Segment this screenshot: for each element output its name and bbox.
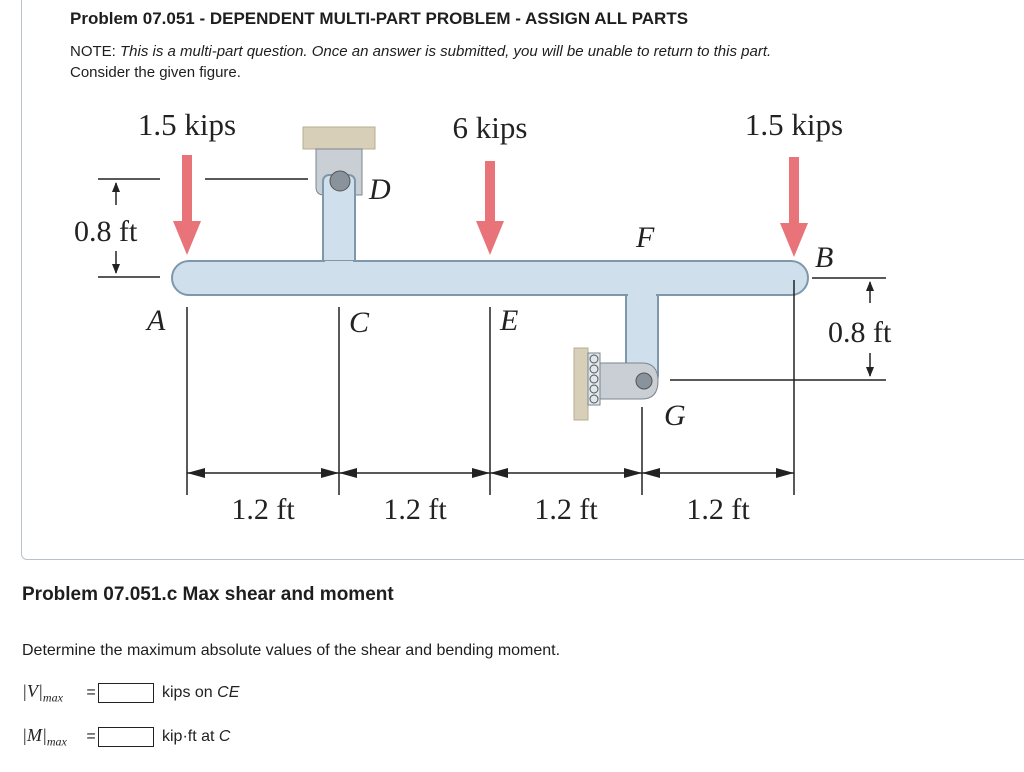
shear-symbol	[22, 681, 84, 706]
note-text: This is a multi-part question. Once an answer is submitted, you will be unable to return to this part.	[120, 43, 772, 60]
shear-unit-prefix: kips on	[162, 684, 218, 701]
shear-unit-location: CE	[217, 684, 240, 701]
span-label-2: 1.2 ft	[383, 493, 447, 526]
answer-row-shear	[22, 681, 239, 705]
span-label-3: 1.2 ft	[534, 493, 598, 526]
problem-note	[70, 41, 771, 83]
part-prompt: Determine the maximum absolute values of the shear and bending moment.	[22, 642, 561, 659]
moment-symbol-sub: max	[46, 734, 67, 749]
load-label-right: 1.5 kips	[744, 107, 844, 142]
problem-title: Problem 07.051 - DEPENDENT MULTI-PART PROBLEM - ASSIGN ALL PARTS	[70, 9, 689, 28]
load-label-left: 1.5 kips	[137, 107, 237, 142]
support-d-base	[303, 127, 375, 149]
point-label-g: G	[664, 399, 686, 432]
point-label-a: A	[147, 304, 166, 337]
moment-symbol	[22, 725, 84, 750]
shear-unit	[162, 684, 239, 702]
pin-g	[636, 373, 652, 389]
shear-symbol-text: |V|	[22, 680, 43, 701]
dim-right-height-label: 0.8 ft	[828, 316, 892, 349]
span-label-4: 1.2 ft	[686, 493, 750, 526]
note-label: NOTE:	[70, 43, 116, 60]
shear-answer-input[interactable]	[98, 683, 154, 703]
support-g-wall	[574, 348, 588, 420]
consider-text: Consider the given figure.	[70, 64, 241, 81]
moment-answer-input[interactable]	[98, 727, 154, 747]
shear-equals: =	[86, 684, 96, 701]
load-arrow-left	[173, 155, 201, 255]
pin-d	[330, 171, 350, 191]
point-label-d: D	[369, 173, 391, 206]
load-arrow-right	[780, 157, 808, 257]
moment-equals: =	[86, 728, 96, 745]
load-label-middle: 6 kips	[452, 110, 528, 145]
beam-seam-c	[325, 261, 353, 265]
moment-symbol-text: |M|	[22, 724, 47, 745]
point-label-f: F	[636, 221, 655, 254]
beam-figure	[60, 95, 940, 535]
moment-unit	[162, 728, 230, 746]
answer-row-moment	[22, 725, 230, 749]
beam-seam-f	[628, 291, 656, 297]
span-label-1: 1.2 ft	[231, 493, 295, 526]
dim-left-height-label: 0.8 ft	[74, 215, 138, 248]
part-title: Problem 07.051.c Max shear and moment	[22, 584, 394, 605]
load-arrow-middle	[476, 161, 504, 255]
point-label-b: B	[815, 241, 834, 274]
point-label-e: E	[500, 304, 519, 337]
moment-unit-location: C	[218, 728, 231, 745]
shear-symbol-sub: max	[42, 690, 63, 705]
point-label-c: C	[349, 306, 370, 339]
moment-unit-prefix: kip·ft at	[162, 728, 219, 745]
beam-main	[172, 261, 808, 295]
